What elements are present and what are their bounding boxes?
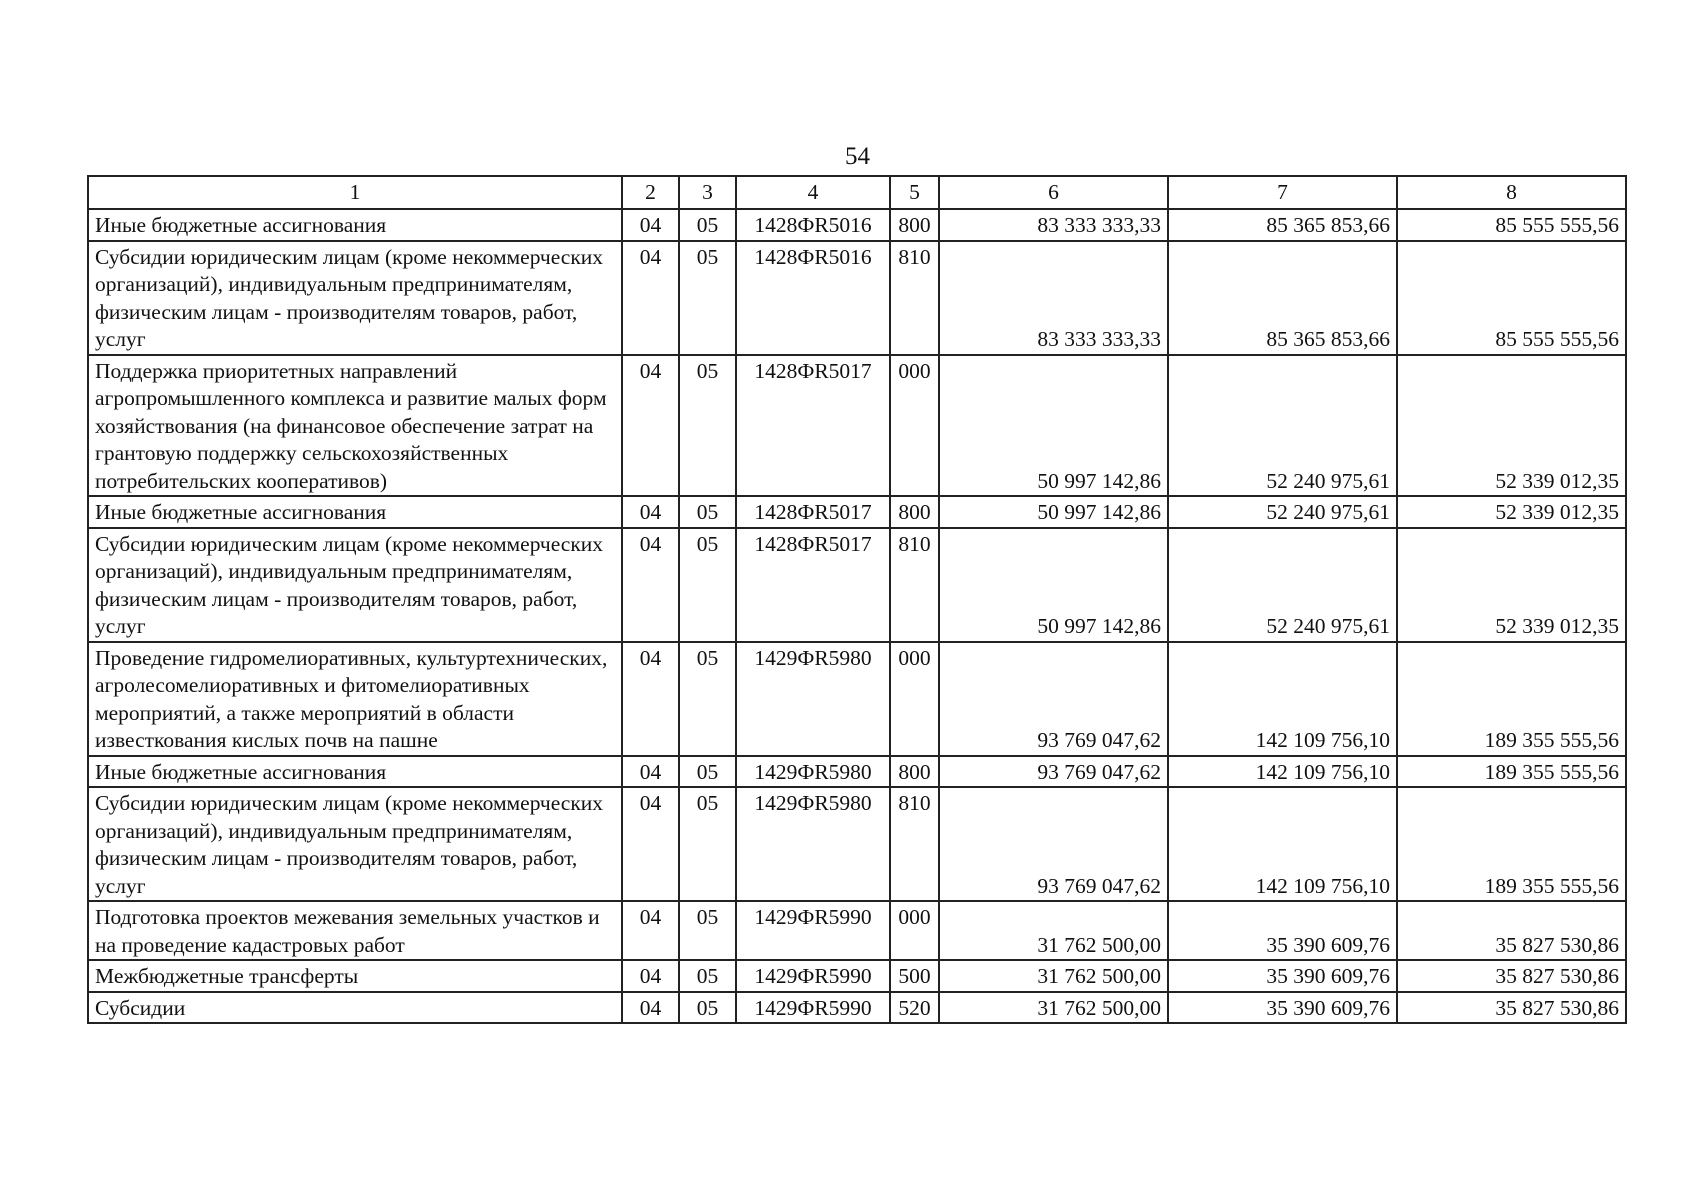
section-code: 04 — [622, 756, 679, 788]
target-article-code: 1429ФR5990 — [736, 901, 890, 960]
column-header: 4 — [736, 176, 890, 209]
amount-col-8: 35 827 530,86 — [1397, 992, 1626, 1024]
row-name: Проведение гидромелиоративных, культуртехнических, агролесомелиоративных и фитомелиоративных мероприятий, а также мероприятий в области известкования кислых почв на пашне — [88, 642, 622, 756]
expense-type-code: 810 — [890, 528, 939, 642]
amount-col-8: 189 355 555,56 — [1397, 642, 1626, 756]
amount-col-7: 142 109 756,10 — [1168, 642, 1397, 756]
target-article-code: 1429ФR5990 — [736, 960, 890, 992]
subsection-code: 05 — [679, 209, 736, 241]
row-name: Иные бюджетные ассигнования — [88, 209, 622, 241]
table-row — [88, 355, 1626, 497]
column-header: 1 — [88, 176, 622, 209]
budget-table — [87, 175, 1627, 1024]
target-article-code: 1428ФR5016 — [736, 209, 890, 241]
table-body — [88, 209, 1626, 1023]
row-name: Подготовка проектов межевания земельных участков и на проведение кадастровых работ — [88, 901, 622, 960]
subsection-code: 05 — [679, 496, 736, 528]
section-code: 04 — [622, 209, 679, 241]
target-article-code: 1428ФR5017 — [736, 528, 890, 642]
column-header: 5 — [890, 176, 939, 209]
subsection-code: 05 — [679, 528, 736, 642]
amount-col-8: 35 827 530,86 — [1397, 901, 1626, 960]
amount-col-6: 31 762 500,00 — [939, 992, 1168, 1024]
amount-col-7: 142 109 756,10 — [1168, 756, 1397, 788]
table-row — [88, 901, 1626, 960]
subsection-code: 05 — [679, 960, 736, 992]
amount-col-6: 83 333 333,33 — [939, 241, 1168, 355]
table-row — [88, 960, 1626, 992]
amount-col-6: 50 997 142,86 — [939, 355, 1168, 497]
expense-type-code: 500 — [890, 960, 939, 992]
column-header: 8 — [1397, 176, 1626, 209]
amount-col-8: 52 339 012,35 — [1397, 528, 1626, 642]
section-code: 04 — [622, 901, 679, 960]
row-name: Межбюджетные трансферты — [88, 960, 622, 992]
expense-type-code: 000 — [890, 901, 939, 960]
amount-col-8: 52 339 012,35 — [1397, 355, 1626, 497]
target-article-code: 1428ФR5016 — [736, 241, 890, 355]
amount-col-7: 85 365 853,66 — [1168, 209, 1397, 241]
page-number: 54 — [845, 143, 870, 170]
expense-type-code: 520 — [890, 992, 939, 1024]
amount-col-6: 31 762 500,00 — [939, 960, 1168, 992]
subsection-code: 05 — [679, 787, 736, 901]
amount-col-7: 35 390 609,76 — [1168, 901, 1397, 960]
section-code: 04 — [622, 787, 679, 901]
table-row — [88, 992, 1626, 1024]
column-header: 6 — [939, 176, 1168, 209]
section-code: 04 — [622, 642, 679, 756]
amount-col-6: 50 997 142,86 — [939, 496, 1168, 528]
expense-type-code: 000 — [890, 642, 939, 756]
section-code: 04 — [622, 355, 679, 497]
target-article-code: 1429ФR5980 — [736, 642, 890, 756]
amount-col-6: 93 769 047,62 — [939, 756, 1168, 788]
table-row — [88, 528, 1626, 642]
amount-col-7: 35 390 609,76 — [1168, 992, 1397, 1024]
amount-col-8: 85 555 555,56 — [1397, 209, 1626, 241]
section-code: 04 — [622, 528, 679, 642]
row-name: Субсидии юридическим лицам (кроме некоммерческих организаций), индивидуальным предпринимателям, физическим лицам - производителям товаров, работ, услуг — [88, 528, 622, 642]
row-name: Иные бюджетные ассигнования — [88, 756, 622, 788]
row-name: Поддержка приоритетных направлений агропромышленного комплекса и развитие малых форм хозяйствования (на финансовое обеспечение затрат на грантовую поддержку сельскохозяйственных потребительских кооперативов) — [88, 355, 622, 497]
row-name: Субсидии юридическим лицам (кроме некоммерческих организаций), индивидуальным предпринимателям, физическим лицам - производителям товаров, работ, услуг — [88, 241, 622, 355]
amount-col-8: 85 555 555,56 — [1397, 241, 1626, 355]
amount-col-8: 52 339 012,35 — [1397, 496, 1626, 528]
amount-col-7: 142 109 756,10 — [1168, 787, 1397, 901]
row-name: Субсидии юридическим лицам (кроме некоммерческих организаций), индивидуальным предпринимателям, физическим лицам - производителям товаров, работ, услуг — [88, 787, 622, 901]
expense-type-code: 000 — [890, 355, 939, 497]
target-article-code: 1428ФR5017 — [736, 496, 890, 528]
table-row — [88, 756, 1626, 788]
expense-type-code: 810 — [890, 241, 939, 355]
subsection-code: 05 — [679, 642, 736, 756]
row-name: Иные бюджетные ассигнования — [88, 496, 622, 528]
table-row — [88, 241, 1626, 355]
amount-col-6: 93 769 047,62 — [939, 642, 1168, 756]
amount-col-6: 83 333 333,33 — [939, 209, 1168, 241]
amount-col-8: 189 355 555,56 — [1397, 756, 1626, 788]
target-article-code: 1429ФR5990 — [736, 992, 890, 1024]
amount-col-7: 52 240 975,61 — [1168, 528, 1397, 642]
amount-col-7: 52 240 975,61 — [1168, 355, 1397, 497]
amount-col-7: 35 390 609,76 — [1168, 960, 1397, 992]
table-row — [88, 496, 1626, 528]
expense-type-code: 810 — [890, 787, 939, 901]
section-code: 04 — [622, 960, 679, 992]
row-name: Субсидии — [88, 992, 622, 1024]
subsection-code: 05 — [679, 901, 736, 960]
target-article-code: 1429ФR5980 — [736, 756, 890, 788]
column-header: 2 — [622, 176, 679, 209]
amount-col-6: 93 769 047,62 — [939, 787, 1168, 901]
subsection-code: 05 — [679, 756, 736, 788]
table-row — [88, 787, 1626, 901]
column-header: 3 — [679, 176, 736, 209]
amount-col-7: 85 365 853,66 — [1168, 241, 1397, 355]
expense-type-code: 800 — [890, 209, 939, 241]
subsection-code: 05 — [679, 355, 736, 497]
amount-col-6: 50 997 142,86 — [939, 528, 1168, 642]
target-article-code: 1428ФR5017 — [736, 355, 890, 497]
section-code: 04 — [622, 496, 679, 528]
table-row — [88, 209, 1626, 241]
subsection-code: 05 — [679, 241, 736, 355]
amount-col-7: 52 240 975,61 — [1168, 496, 1397, 528]
amount-col-8: 189 355 555,56 — [1397, 787, 1626, 901]
column-header: 7 — [1168, 176, 1397, 209]
expense-type-code: 800 — [890, 756, 939, 788]
expense-type-code: 800 — [890, 496, 939, 528]
header-row — [88, 176, 1626, 209]
target-article-code: 1429ФR5980 — [736, 787, 890, 901]
section-code: 04 — [622, 992, 679, 1024]
amount-col-6: 31 762 500,00 — [939, 901, 1168, 960]
amount-col-8: 35 827 530,86 — [1397, 960, 1626, 992]
table-row — [88, 642, 1626, 756]
subsection-code: 05 — [679, 992, 736, 1024]
section-code: 04 — [622, 241, 679, 355]
